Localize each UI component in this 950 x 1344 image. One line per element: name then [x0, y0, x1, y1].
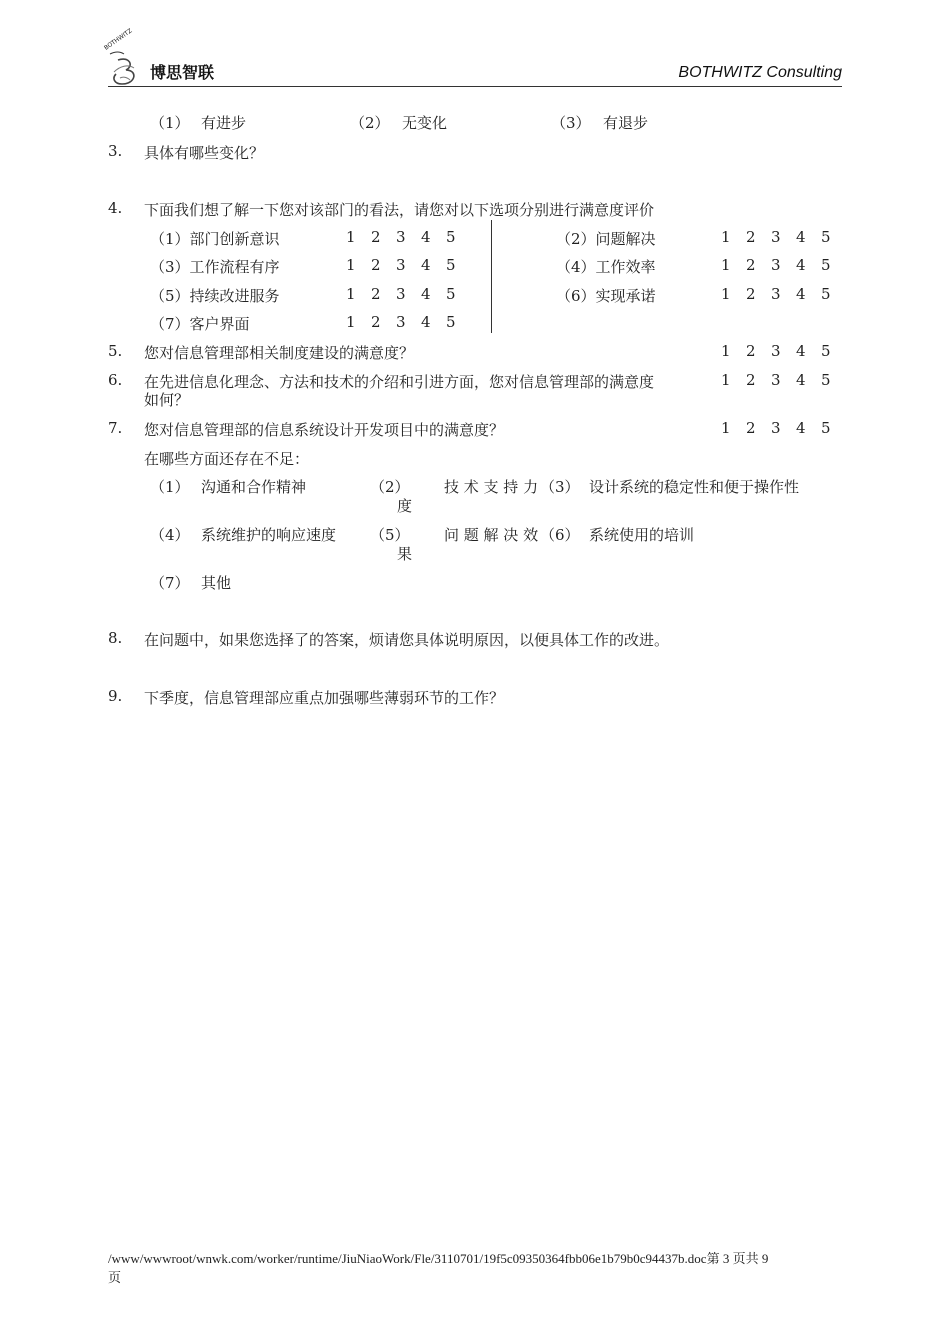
rating-5[interactable]: 5: [446, 228, 456, 246]
rating-scale: [721, 256, 846, 274]
rating-2[interactable]: 2: [746, 342, 756, 360]
q3-number: 3.: [108, 142, 123, 160]
q4-item-4: （4）工作效率: [556, 258, 656, 276]
company-logo-icon: [104, 48, 146, 90]
rating-1[interactable]: 1: [721, 285, 731, 303]
q7-option-7: 其他: [201, 574, 232, 592]
rating-4[interactable]: 4: [796, 342, 806, 360]
q5-text: 您对信息管理部相关制度建设的满意度？: [144, 344, 415, 362]
q2-option-2: 无变化: [402, 114, 448, 132]
rating-3[interactable]: 3: [396, 228, 406, 246]
rating-1[interactable]: 1: [721, 256, 731, 274]
rating-scale: [721, 371, 846, 389]
rating-5[interactable]: 5: [821, 285, 831, 303]
rating-1[interactable]: 1: [721, 419, 731, 437]
q7-option-2-num: （2）: [370, 478, 410, 496]
footer-path: /www/wwwroot/wnwk.com/worker/runtime/JiuNiaoWork/Fle/3110701/19f5c09350364fbb06e1b79b0c94437b.doc: [108, 1251, 707, 1266]
rating-1[interactable]: 1: [721, 371, 731, 389]
rating-1[interactable]: 1: [346, 256, 356, 274]
q7-text: 您对信息管理部的信息系统设计开发项目中的满意度？: [144, 421, 505, 439]
q7-option-4: 系统维护的响应速度: [201, 526, 337, 544]
rating-3[interactable]: 3: [396, 285, 406, 303]
rating-5[interactable]: 5: [446, 285, 456, 303]
q9-text: 下季度，信息管理部应重点加强哪些薄弱环节的工作？: [144, 689, 505, 707]
q6-text-line1: 在先进信息化理念、方法和技术的介绍和引进方面，您对信息管理部的满意度: [144, 373, 655, 391]
q7-option-5-wrap: 果: [397, 545, 413, 563]
q7-option-6-num: （6）: [540, 526, 580, 544]
q4-item-3: （3）工作流程有序: [150, 258, 280, 276]
rating-2[interactable]: 2: [746, 228, 756, 246]
q4-item-7: （7）客户界面: [150, 315, 250, 333]
rating-4[interactable]: 4: [796, 419, 806, 437]
q7-option-1-num: （1）: [150, 478, 190, 496]
rating-5[interactable]: 5: [821, 371, 831, 389]
rating-2[interactable]: 2: [746, 371, 756, 389]
q5-number: 5.: [108, 342, 123, 360]
rating-1[interactable]: 1: [721, 228, 731, 246]
rating-2[interactable]: 2: [746, 419, 756, 437]
q2-option-1: 有进步: [201, 114, 247, 132]
q6-number: 6.: [108, 371, 123, 389]
rating-3[interactable]: 3: [396, 313, 406, 331]
rating-2[interactable]: 2: [371, 313, 381, 331]
q4-item-5: （5）持续改进服务: [150, 287, 280, 305]
footer-page-label-wrap: 页: [108, 1271, 122, 1286]
rating-4[interactable]: 4: [796, 228, 806, 246]
q8-number: 8.: [108, 629, 123, 647]
rating-5[interactable]: 5: [821, 419, 831, 437]
q4-number: 4.: [108, 199, 123, 217]
rating-4[interactable]: 4: [796, 256, 806, 274]
rating-2[interactable]: 2: [746, 285, 756, 303]
rating-5[interactable]: 5: [821, 228, 831, 246]
logo-arc-text: BOTHWITZ: [103, 27, 134, 52]
rating-2[interactable]: 2: [746, 256, 756, 274]
rating-4[interactable]: 4: [421, 313, 431, 331]
q3-text: 具体有哪些变化？: [144, 144, 265, 162]
rating-5[interactable]: 5: [446, 313, 456, 331]
logo-text: 博思智联: [150, 63, 215, 82]
rating-scale: [346, 256, 471, 274]
rating-scale: [721, 228, 846, 246]
rating-3[interactable]: 3: [771, 285, 781, 303]
q7-option-7-num: （7）: [150, 574, 190, 592]
q2-option-1-num: （1）: [150, 114, 190, 132]
q2-option-3-num: （3）: [551, 114, 591, 132]
footer-page-label: 第 3 页共 9: [706, 1251, 769, 1266]
footer: [108, 1248, 768, 1267]
q9-number: 9.: [108, 687, 123, 705]
q4-item-2: （2）问题解决: [556, 230, 656, 248]
q7-option-5-num: （5）: [370, 526, 410, 544]
q6-text-line2: 如何？: [144, 391, 190, 409]
rating-2[interactable]: 2: [371, 256, 381, 274]
rating-scale: [721, 342, 846, 360]
q7-option-2-wrap: 度: [397, 497, 413, 515]
rating-scale: [346, 228, 471, 246]
rating-4[interactable]: 4: [421, 256, 431, 274]
rating-3[interactable]: 3: [771, 256, 781, 274]
q7-option-4-num: （4）: [150, 526, 190, 544]
header-rule: [108, 86, 842, 87]
q7-option-6: 系统使用的培训: [589, 526, 695, 544]
rating-4[interactable]: 4: [796, 285, 806, 303]
rating-3[interactable]: 3: [771, 342, 781, 360]
q7-option-3: 设计系统的稳定性和便于操作性: [589, 478, 800, 496]
q4-item-1: （1）部门创新意识: [150, 230, 280, 248]
rating-4[interactable]: 4: [421, 285, 431, 303]
brand-name: BOTHWITZ Consulting: [678, 64, 842, 81]
rating-2[interactable]: 2: [371, 285, 381, 303]
q7-subtitle: 在哪些方面还存在不足：: [144, 450, 310, 468]
q4-item-6: （6）实现承诺: [556, 287, 656, 305]
rating-3[interactable]: 3: [771, 228, 781, 246]
column-divider: [491, 220, 492, 333]
rating-scale: [721, 419, 846, 437]
rating-3[interactable]: 3: [771, 419, 781, 437]
rating-5[interactable]: 5: [821, 342, 831, 360]
rating-1[interactable]: 1: [346, 228, 356, 246]
q8-text: 在问题中，如果您选择了的答案，烦请您具体说明原因，以便具体工作的改进。: [144, 631, 670, 649]
q4-text: 下面我们想了解一下您对该部门的看法，请您对以下选项分别进行满意度评价: [144, 201, 655, 219]
rating-1[interactable]: 1: [346, 313, 356, 331]
rating-scale: [721, 285, 846, 303]
rating-scale: [346, 285, 471, 303]
rating-3[interactable]: 3: [396, 256, 406, 274]
rating-4[interactable]: 4: [796, 371, 806, 389]
q7-number: 7.: [108, 419, 123, 437]
rating-4[interactable]: 4: [421, 228, 431, 246]
q7-option-1: 沟通和合作精神: [201, 478, 307, 496]
q7-option-2: 技 术 支 持 力: [444, 478, 539, 496]
rating-5[interactable]: 5: [821, 256, 831, 274]
q2-option-3: 有退步: [603, 114, 649, 132]
rating-5[interactable]: 5: [446, 256, 456, 274]
q7-option-3-num: （3）: [540, 478, 580, 496]
rating-1[interactable]: 1: [346, 285, 356, 303]
rating-2[interactable]: 2: [371, 228, 381, 246]
rating-scale: [346, 313, 471, 331]
rating-3[interactable]: 3: [771, 371, 781, 389]
q2-option-2-num: （2）: [350, 114, 390, 132]
q7-option-5: 问 题 解 决 效: [444, 526, 539, 544]
rating-1[interactable]: 1: [721, 342, 731, 360]
